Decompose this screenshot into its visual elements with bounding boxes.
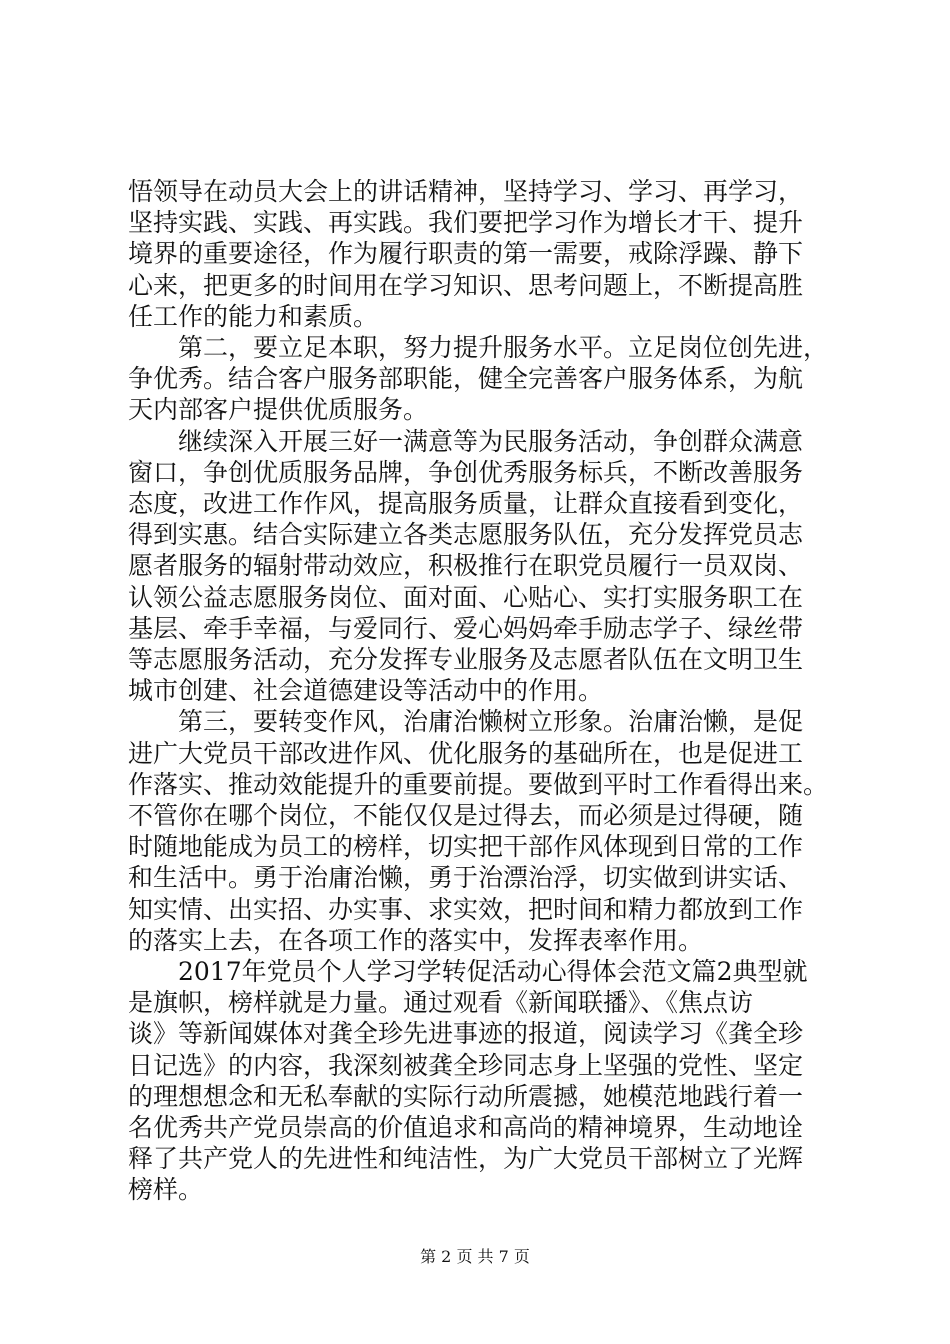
- text-line: 等志愿服务活动，充分发挥专业服务及志愿者队伍在文明卫生: [128, 645, 804, 674]
- text-line: 任工作的能力和素质。: [128, 301, 379, 331]
- text-line: 继续深入开展三好一满意等为民服务活动，争创群众满意: [128, 426, 804, 456]
- text-line: 是旗帜，榜样就是力量。通过观看《新闻联播》、《焦点访: [128, 988, 754, 1018]
- text-line: 2017年党员个人学习学转促活动心得体会范文篇2典型就: [128, 957, 808, 986]
- page-number-footer: 第 2 页 共 7 页: [420, 1247, 530, 1266]
- text-line: 基层、牵手幸福，与爱同行、爱心妈妈牵手励志学子、绿丝带: [128, 613, 804, 643]
- text-line: 谈》等新闻媒体对龚全珍先进事迹的报道，阅读学习《龚全珍: [128, 1019, 804, 1049]
- text-line: 窗口，争创优质服务品牌，争创优秀服务标兵，不断改善服务: [128, 457, 804, 487]
- text-line: 知实情、出实招、办实事、求实效，把时间和精力都放到工作: [128, 894, 804, 924]
- text-line: 坚持实践、实践、再实践。我们要把学习作为增长才干、提升: [128, 208, 804, 238]
- text-line: 城市创建、社会道德建设等活动中的作用。: [128, 676, 604, 706]
- text-line: 认领公益志愿服务岗位、面对面、心贴心、实打实服务职工在: [128, 582, 804, 612]
- text-line: 得到实惠。结合实际建立各类志愿服务队伍，充分发挥党员志: [128, 520, 804, 550]
- text-line: 名优秀共产党员崇高的价值追求和高尚的精神境界，生动地诠: [128, 1113, 804, 1142]
- text-line: 日记选》的内容，我深刻被龚全珍同志身上坚强的党性、坚定: [128, 1050, 804, 1080]
- text-line: 进广大党员干部改进作风、优化服务的基础所在，也是促进工: [128, 738, 804, 768]
- text-line: 榜样。: [128, 1175, 204, 1205]
- text-line: 的落实上去，在各项工作的落实中，发挥表率作用。: [128, 925, 704, 955]
- text-line: 第三，要转变作风，治庸治懒树立形象。治庸治懒，是促: [128, 707, 804, 737]
- text-line: 和生活中。勇于治庸治懒，勇于治漂治浮，切实做到讲实话、: [128, 863, 804, 893]
- text-line: 争优秀。结合客户服务部职能，健全完善客户服务体系，为航: [128, 364, 804, 394]
- text-line: 心来，把更多的时间用在学习知识、思考问题上，不断提高胜: [128, 270, 804, 300]
- text-line: 的理想想念和无私奉献的实际行动所震撼，她模范地践行着一: [128, 1081, 804, 1111]
- text-line: 态度，改进工作作风，提高服务质量，让群众直接看到变化，: [128, 489, 804, 518]
- text-line: 悟领导在动员大会上的讲话精神，坚持学习、学习、再学习，: [128, 177, 804, 206]
- text-line: 时随地能成为员工的榜样，切实把干部作风体现到日常的工作: [128, 832, 804, 862]
- text-line: 天内部客户提供优质服务。: [128, 395, 429, 425]
- text-line: 境界的重要途径，作为履行职责的第一需要，戒除浮躁、静下: [128, 239, 804, 269]
- text-line: 释了共产党人的先进性和纯洁性，为广大党员干部树立了光辉: [128, 1144, 804, 1174]
- text-line: 不管你在哪个岗位，不能仅仅是过得去，而必须是过得硬，随: [128, 801, 804, 830]
- text-line: 作落实、推动效能提升的重要前提。要做到平时工作看得出来。: [128, 769, 829, 799]
- text-line: 愿者服务的辐射带动效应，积极推行在职党员履行一员双岗、: [128, 551, 804, 581]
- text-line: 第二，要立足本职，努力提升服务水平。立足岗位创先进，: [128, 333, 829, 362]
